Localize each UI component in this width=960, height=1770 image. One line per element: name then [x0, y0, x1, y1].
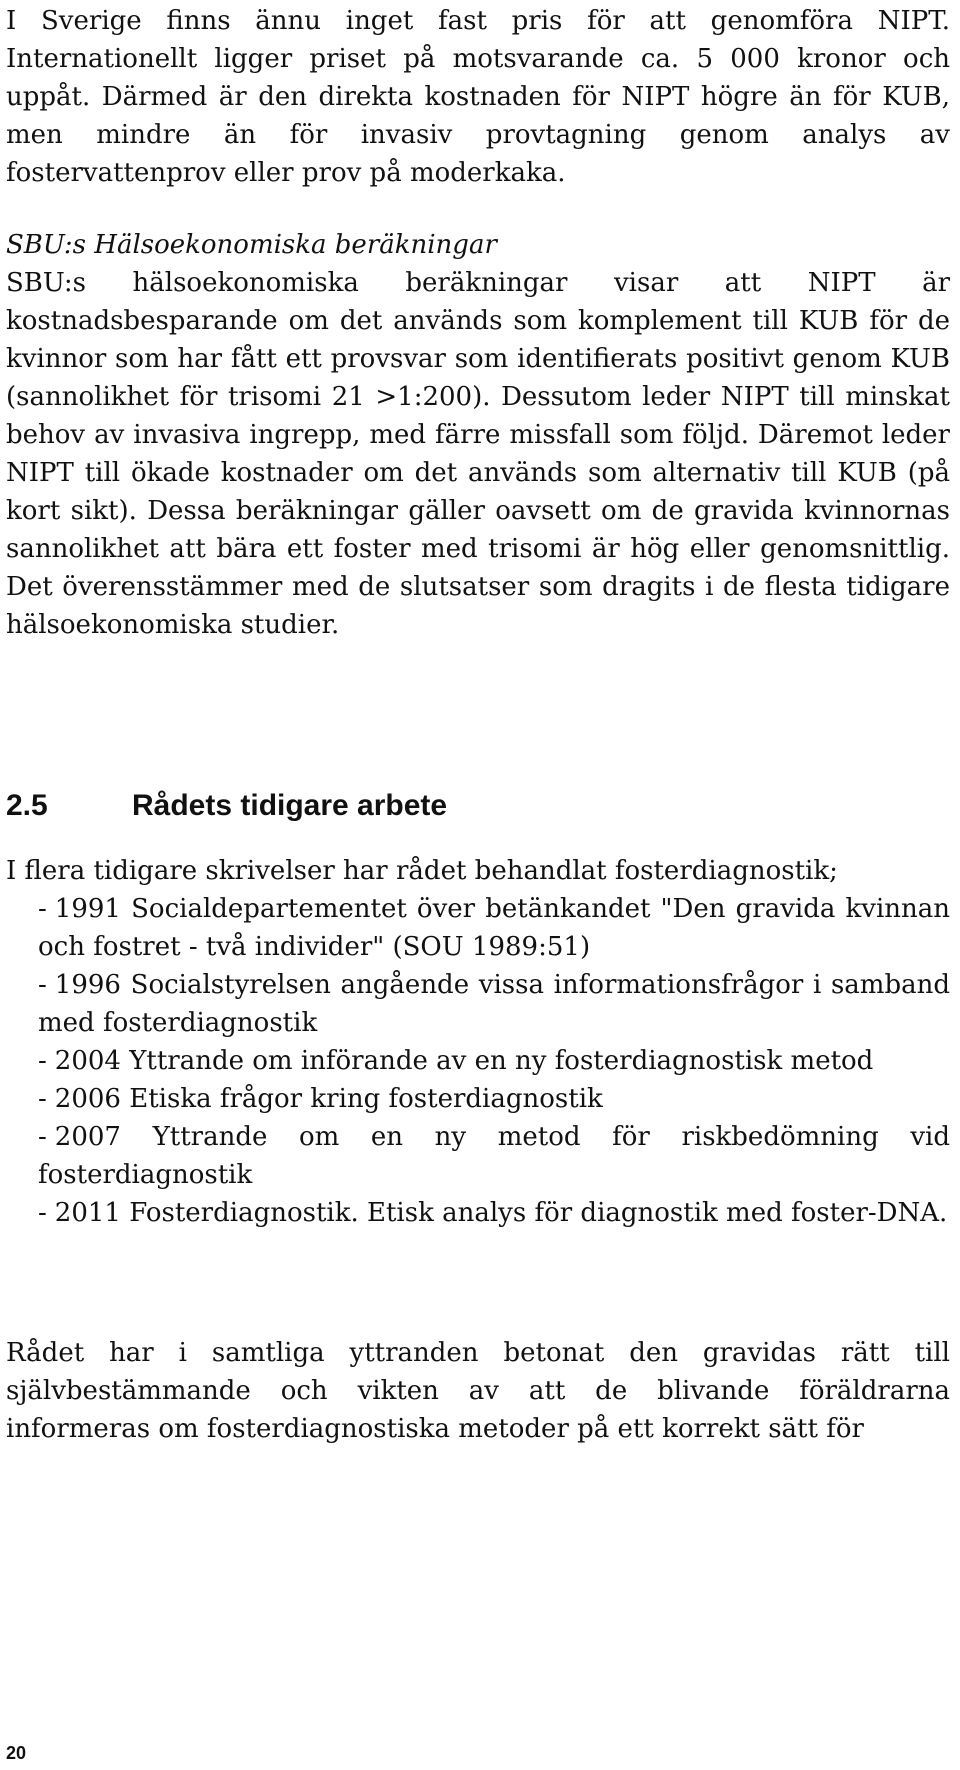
- list-item: [6, 890, 950, 966]
- list-dash: -: [38, 894, 47, 924]
- list-item: [6, 1080, 950, 1118]
- list-item-text: 2007 Yttrande om en ny metod för riskbedömning vid fosterdiagnostik: [38, 1122, 950, 1190]
- paragraph-council-statements: Rådet har i samtliga yttranden betonat den gravidas rätt till självbestämmande och vikten av att de blivande föräldrarna informeras om fosterdiagnostiska metoder på ett korrekt sätt för: [6, 1338, 950, 1444]
- paragraph-intro: I flera tidigare skrivelser har rådet behandlat fosterdiagnostik;: [6, 856, 838, 886]
- section-number: 2.5: [6, 789, 48, 822]
- paragraph-nipt-price: I Sverige finns ännu inget fast pris för att genomföra NIPT. Internationellt ligger priset på motsvarande ca. 5 000 kronor och uppåt. Därmed är den direkta kostnaden för NIPT högre än för KUB, men mindre än för invasiv provtagning genom analys av fostervattenprov eller prov på moderkaka.: [6, 6, 950, 188]
- list-dash: -: [38, 1122, 47, 1152]
- section-title: Rådets tidigare arbete: [132, 789, 448, 822]
- list-item: [6, 1194, 950, 1232]
- list-dash: -: [38, 1046, 47, 1076]
- list-dash: -: [38, 1084, 47, 1114]
- list-item: [6, 966, 950, 1042]
- list-item-text: 2006 Etiska frågor kring fosterdiagnostik: [54, 1084, 603, 1114]
- list-item: [6, 1042, 950, 1080]
- paragraph-sbu-calculations: SBU:s hälsoekonomiska beräkningar visar att NIPT är kostnadsbesparande om det används som komplement till KUB för de kvinnor som har fått ett provsvar som identifierats positivt genom KUB (sannolikhet för trisomi 21 >1:200). Dessutom leder NIPT till minskat behov av invasiva ingrepp, med färre missfall som följd. Däremot leder NIPT till ökade kostnader om det används som alternativ till KUB (på kort sikt). Dessa beräkningar gäller oavsett om de gravida kvinnornas sannolikhet att bära ett foster med trisomi är hög eller genomsnittlig. Det överensstämmer med de slutsatser som dragits i de flesta tidigare hälsoekonomiska studier.: [6, 268, 950, 640]
- list-item: [6, 1118, 950, 1194]
- list-item-text: 2004 Yttrande om införande av en ny fosterdiagnostisk metod: [54, 1046, 874, 1076]
- list-item-text: 2011 Fosterdiagnostik. Etisk analys för diagnostik med foster-DNA.: [54, 1198, 948, 1228]
- section-heading: [6, 786, 950, 826]
- list-dash: -: [38, 970, 47, 1000]
- list-item-text: 1996 Socialstyrelsen angående vissa informationsfrågor i samband med fosterdiagnostik: [38, 970, 950, 1038]
- subheading-sbu: SBU:s Hälsoekonomiska beräkningar: [6, 230, 497, 260]
- list-dash: -: [38, 1198, 47, 1228]
- previous-statements-list: [6, 890, 950, 1232]
- page-number: 20: [6, 1743, 27, 1763]
- list-item-text: 1991 Socialdepartementet över betänkandet "Den gravida kvinnan och fostret - två individer" (SOU 1989:51): [38, 894, 950, 962]
